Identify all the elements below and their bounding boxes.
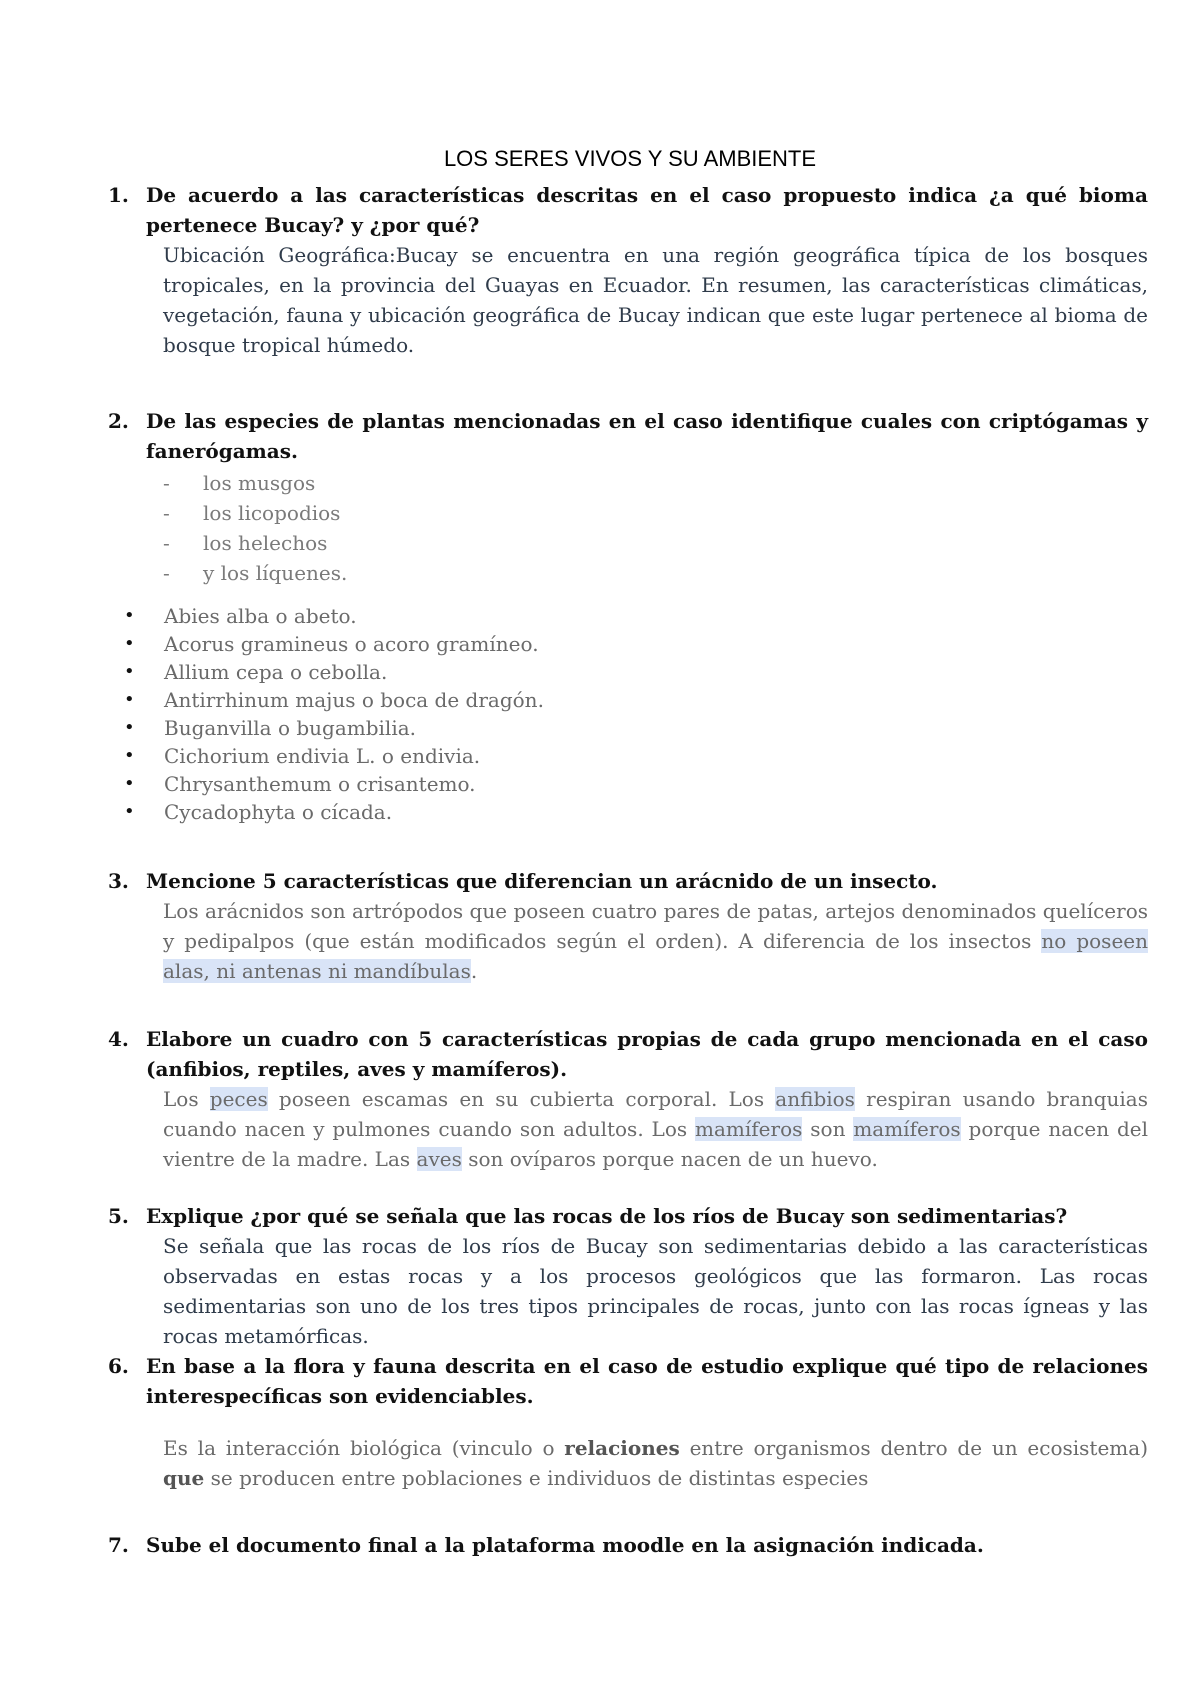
list-item: • Chrysanthemum o crisantemo. xyxy=(124,772,476,796)
list-item: • Buganvilla o bugambilia. xyxy=(124,716,417,740)
dash-list xyxy=(163,468,1148,588)
answer-text: Se señala que las rocas de los ríos de Bucay son sedimentarias debido a las características observadas en estas rocas y a los procesos geológicos que las formaron. Las rocas sedimentarias son uno de los tres tipos principales de rocas, junto con las rocas ígneas y las rocas metamórficas. xyxy=(163,1234,1148,1348)
question-number: 4. xyxy=(108,1027,129,1051)
question-6 xyxy=(108,1351,1148,1493)
question-number: 1. xyxy=(108,183,129,207)
list-item: • Acorus gramineus o acoro gramíneo. xyxy=(124,632,539,656)
highlight: mamíferos xyxy=(695,1117,803,1141)
answer-text: Ubicación Geográfica:Bucay se encuentra en una región geográfica típica de los bosques tropicales, en la provincia del Guayas en Ecuador. En resumen, las características climáticas, vegetación, fauna y ubicación geográfica de Bucay indican que este lugar pertenece al bioma de bosque tropical húmedo. xyxy=(163,243,1148,357)
list-item: • Abies alba o abeto. xyxy=(124,604,357,628)
highlight: anfibios xyxy=(775,1087,855,1111)
question-7 xyxy=(108,1530,1148,1560)
question-number: 7. xyxy=(108,1533,129,1557)
document-title: LOS SERES VIVOS Y SU AMBIENTE xyxy=(443,146,817,171)
list-item: • Cycadophyta o cícada. xyxy=(124,800,393,824)
highlight: peces xyxy=(209,1087,268,1111)
highlight: aves xyxy=(416,1147,462,1171)
list-item: - los musgos xyxy=(163,471,316,495)
answer-text: Es la interacción biológica (vinculo o relaciones entre organismos dentro de un ecosistema) que se producen entre poblaciones e individuos de distintas especies xyxy=(163,1436,1148,1490)
list-item: • Antirrhinum majus o boca de dragón. xyxy=(124,688,544,712)
question-text: Elabore un cuadro con 5 características propias de cada grupo mencionada en el caso (anfibios, reptiles, aves y mamíferos). xyxy=(146,1027,1148,1081)
question-1 xyxy=(108,180,1148,360)
question-number: 5. xyxy=(108,1204,129,1228)
highlight: mamíferos xyxy=(853,1117,961,1141)
list-item: - los licopodios xyxy=(163,501,341,525)
question-text: De acuerdo a las características descritas en el caso propuesto indica ¿a qué bioma pertenece Bucay? y ¿por qué? xyxy=(146,183,1148,237)
question-number: 3. xyxy=(108,869,129,893)
question-4 xyxy=(108,1024,1148,1174)
question-text: Explique ¿por qué se señala que las rocas de los ríos de Bucay son sedimentarias? xyxy=(146,1204,1068,1228)
bullet-list xyxy=(124,602,544,826)
question-text: En base a la flora y fauna descrita en el caso de estudio explique qué tipo de relaciones interespecíficas son evidenciables. xyxy=(146,1354,1148,1408)
question-5 xyxy=(108,1201,1148,1351)
answer-text: Los arácnidos son artrópodos que poseen cuatro pares de patas, artejos denominados quelíceros y pedipalpos (que están modificados según el orden). A diferencia de los insectos no poseen alas, ni antenas ni mandíbulas. xyxy=(163,899,1148,983)
question-number: 2. xyxy=(108,409,129,433)
question-text: Mencione 5 características que diferencian un arácnido de un insecto. xyxy=(146,869,938,893)
list-item: • Allium cepa o cebolla. xyxy=(124,660,388,684)
question-number: 6. xyxy=(108,1354,129,1378)
list-item: - los helechos xyxy=(163,531,328,555)
question-2 xyxy=(108,406,1148,588)
question-3 xyxy=(108,866,1148,986)
question-text: De las especies de plantas mencionadas en el caso identifique cuales con criptógamas y fanerógamas. xyxy=(146,409,1148,463)
answer-text: Los peces poseen escamas en su cubierta corporal. Los anfibios respiran usando branquias cuando nacen y pulmones cuando son adultos. Los mamíferos son mamíferos porque nacen del vientre de la madre. Las aves son ovíparos porque nacen de un huevo. xyxy=(163,1087,1148,1171)
list-item: • Cichorium endivia L. o endivia. xyxy=(124,744,481,768)
list-item: - y los líquenes. xyxy=(163,561,348,585)
question-text: Sube el documento final a la plataforma moodle en la asignación indicada. xyxy=(146,1533,984,1557)
highlight: no poseen alas, ni antenas ni mandíbulas xyxy=(163,929,1148,983)
